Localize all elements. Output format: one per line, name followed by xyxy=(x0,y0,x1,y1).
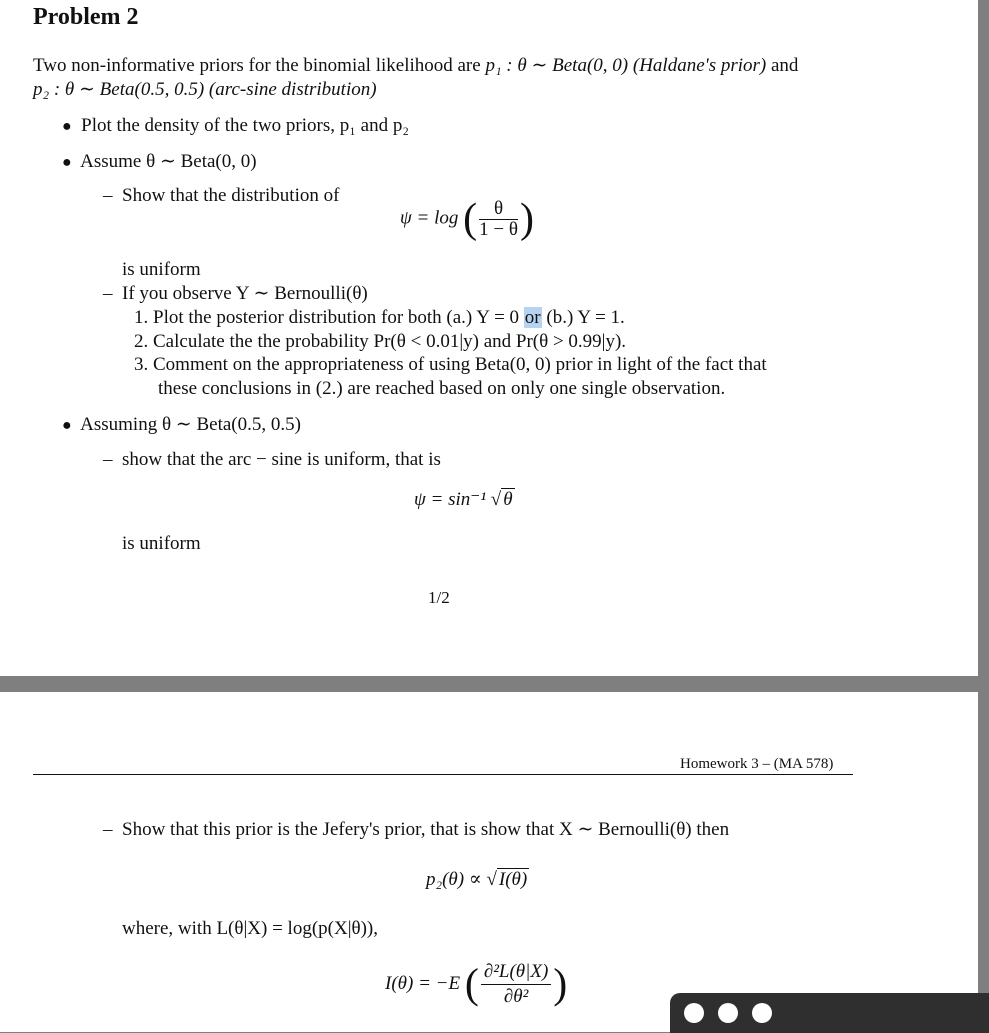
equation-psi-log: ψ = log ( $\frac{\theta}{1 - \theta}$ ) xyxy=(400,196,534,242)
psi-sin-lhs: ψ = sin⁻¹ √ xyxy=(414,489,502,510)
p1-definition: p₁ : θ ∼ Beta(0, 0) xyxy=(485,55,629,76)
fisher-lhs: I(θ) = −E xyxy=(385,972,461,994)
sub-jeffreys-text: Show that this prior is the Jefery's prior, that is show that X ∼ Bernoulli(θ) then xyxy=(122,819,730,840)
sub-arcsine-text: show that the arc − sine is uniform, that is xyxy=(122,449,441,470)
item-1-text-a: 1. Plot the posterior distribution for both (a.) Y = 0 xyxy=(134,307,520,328)
bullet-dot: ● xyxy=(62,154,72,171)
running-header: Homework 3 – (MA 578) xyxy=(680,756,834,772)
item-3-line-1: 3. Comment on the appropriateness of using Beta(0, 0) prior in light of the fact that xyxy=(134,354,767,375)
haldane-note: (Haldane's prior) xyxy=(632,55,767,76)
intro-line-1 xyxy=(33,54,798,78)
bullet-2-text: Assume θ ∼ Beta(0, 0) xyxy=(80,151,257,172)
dot-icon[interactable] xyxy=(718,1003,738,1023)
is-uniform-1: is uniform xyxy=(122,259,201,280)
fisher-numerator: ∂²L(θ|X) xyxy=(481,960,551,985)
item-2: 2. Calculate the the probability Pr(θ < 0.01|y) and Pr(θ > 0.99|y). xyxy=(134,331,627,352)
equation-fisher: I(θ) = −E ( $\frac{\text{∂²L(θ|X)}}{\text{∂θ²}}$ ) xyxy=(385,961,568,1008)
bullet-dot: ● xyxy=(62,118,72,135)
sub-observe: – If you observe Y ∼ Bernoulli(θ) xyxy=(103,283,368,304)
sub-jeffreys: – Show that this prior is the Jefery's prior, that is show that X ∼ Bernoulli(θ) then xyxy=(103,819,730,840)
dock-overlay[interactable] xyxy=(670,993,989,1033)
fisher-denominator: ∂θ² xyxy=(503,986,529,1007)
equation-psi-arcsine xyxy=(414,488,515,512)
selected-text-or[interactable]: or xyxy=(524,307,541,328)
item-3-line-2: these conclusions in (2.) are reached based on only one single observation. xyxy=(158,378,726,399)
pdf-page-2 xyxy=(0,692,978,1032)
frac-denominator: 1 − θ xyxy=(479,218,518,240)
p2-lhs: p₂(θ) ∝ √ xyxy=(426,869,497,890)
sub-show-text: Show that the distribution of xyxy=(122,185,340,206)
item-1 xyxy=(134,306,625,330)
bullet-plot-densities xyxy=(62,114,409,139)
sqrt-fisher: I(θ) xyxy=(498,869,528,890)
bullet-dot: ● xyxy=(62,417,72,434)
item-1-text-b: (b.) Y = 1. xyxy=(546,307,625,328)
sub-arcsine: – show that the arc − sine is uniform, that is xyxy=(103,449,441,470)
frac-numerator: θ xyxy=(479,199,518,220)
fisher-fraction xyxy=(481,960,551,1009)
sqrt-theta: θ xyxy=(503,489,513,510)
and-word: and xyxy=(771,55,799,76)
psi-log-lhs: ψ = log xyxy=(400,207,459,229)
dot-icon[interactable] xyxy=(752,1003,772,1023)
bullet-assume-beta00 xyxy=(62,150,257,175)
problem-title: Problem 2 xyxy=(33,4,139,30)
is-uniform-2: is uniform xyxy=(122,533,201,554)
intro-text: Two non-informative priors for the binomial likelihood are xyxy=(33,55,481,76)
where-line: where, with L(θ|X) = log(p(X|θ)), xyxy=(122,918,379,939)
sub-observe-text: If you observe Y ∼ Bernoulli(θ) xyxy=(122,283,368,304)
page-number: 1/2 xyxy=(428,588,450,607)
header-rule xyxy=(33,774,853,775)
equation-jeffreys xyxy=(426,868,529,892)
bullet-1-text: Plot the density of the two priors, p₁ and p₂ xyxy=(81,115,409,136)
intro-line-2 xyxy=(33,78,377,102)
sub-show-distribution: – Show that the distribution of xyxy=(103,185,340,206)
bullet-assume-beta05 xyxy=(62,413,301,438)
dot-icon[interactable] xyxy=(684,1003,704,1023)
arcsine-note: (arc-sine distribution) xyxy=(208,79,377,100)
p2-definition: p₂ : θ ∼ Beta(0.5, 0.5) xyxy=(33,79,205,100)
bullet-3-text: Assuming θ ∼ Beta(0.5, 0.5) xyxy=(80,414,301,435)
logit-fraction xyxy=(479,199,518,240)
